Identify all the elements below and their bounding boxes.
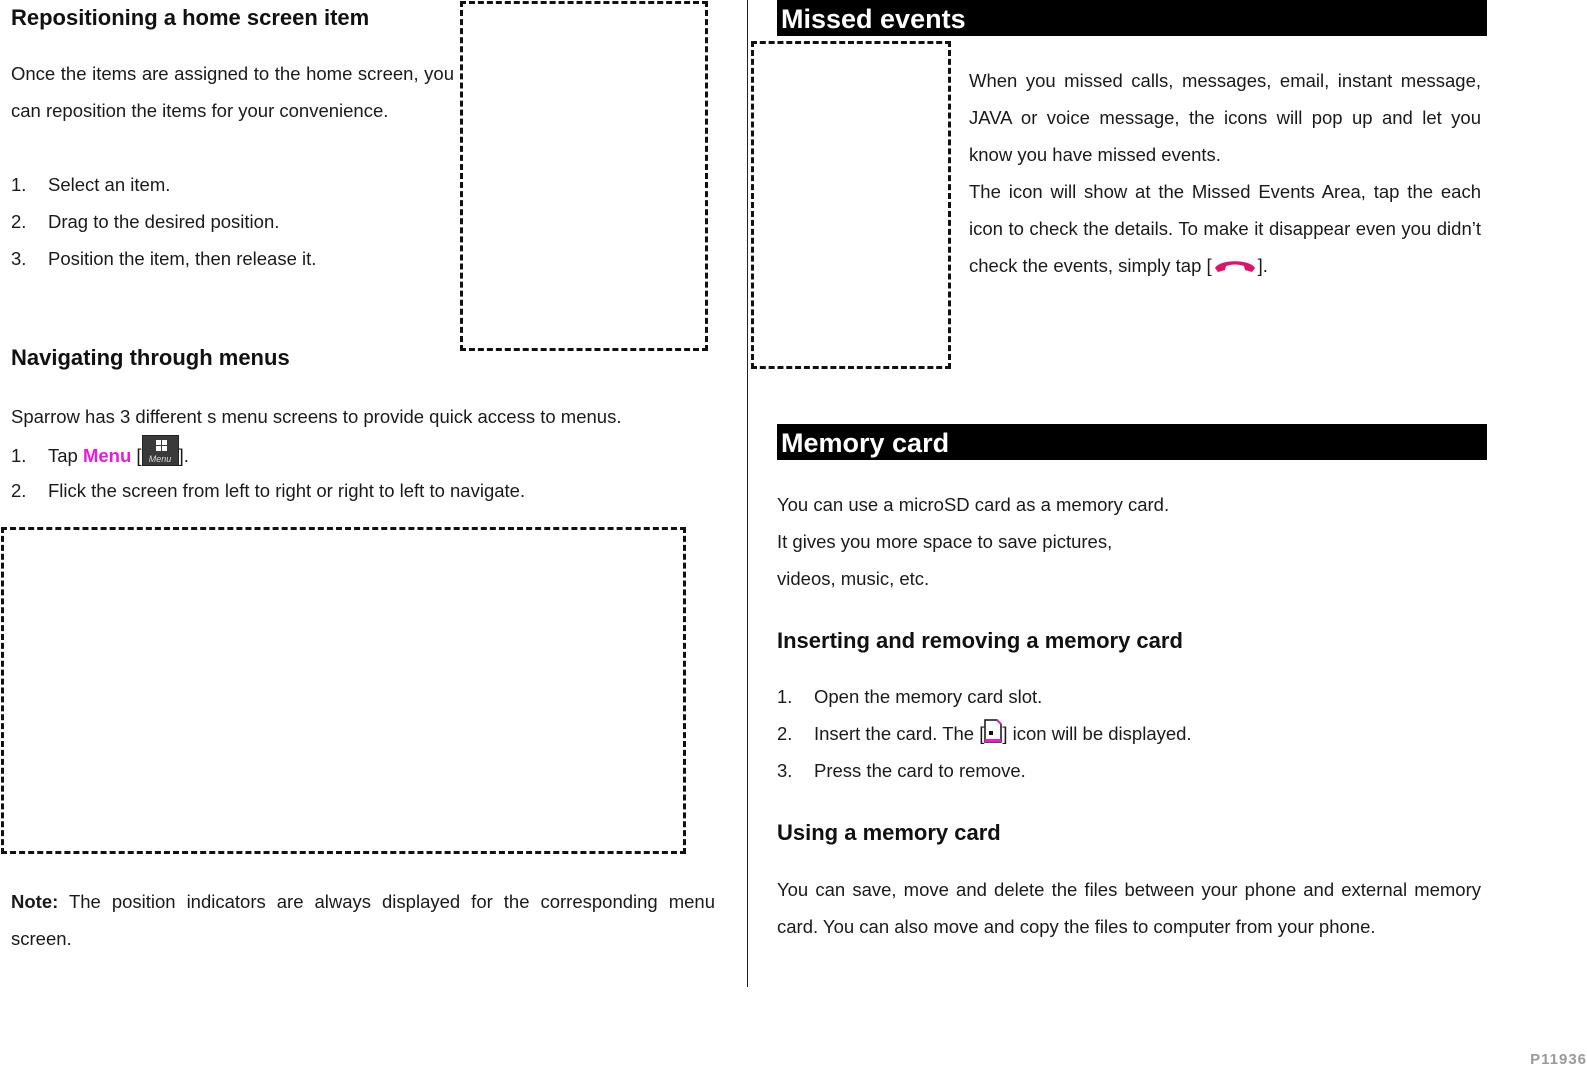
navigate-step-2: 2. Flick the screen from left to right or right to left to navigate. xyxy=(11,480,526,501)
using-heading: Using a memory card xyxy=(777,820,1001,845)
missed-events-para-1: When you missed calls, messages, email, instant message, JAVA or voice message, the icons will pop up and let you know you have missed events. xyxy=(969,70,1481,165)
hang-up-phone-icon xyxy=(1212,256,1258,274)
missed-events-title: Missed events xyxy=(777,0,1487,36)
list-item: 1. Select an item. xyxy=(11,174,171,195)
list-item: 2. Drag to the desired position. xyxy=(11,211,280,232)
navigate-step-1: 1. Tap Menu [ Menu ]. xyxy=(11,435,731,474)
image-placeholder-home-screen xyxy=(460,1,708,351)
menu-grid-icon: Menu xyxy=(142,435,179,466)
image-placeholder-missed-events xyxy=(751,41,951,369)
using-body: You can save, move and delete the files between your phone and external memory card. You can also move and copy the files to computer from your phone. xyxy=(777,879,1481,937)
list-item: 3. Position the item, then release it. xyxy=(11,248,317,269)
list-item: 2. Insert the card. The [ ] icon will be displayed. xyxy=(777,715,1477,752)
inserting-heading: Inserting and removing a memory card xyxy=(777,628,1183,653)
inserting-steps xyxy=(777,678,1477,789)
reposition-heading: Repositioning a home screen item xyxy=(11,5,370,30)
image-placeholder-menu-screens xyxy=(1,527,686,854)
missed-events-para-2: The icon will show at the Missed Events Area, tap the each icon to check the details. To make it disappear even you didn’t check the events, simply tap [ ]. xyxy=(969,181,1481,276)
memory-intro: You can use a microSD card as a memory card. It gives you more space to save pictures, videos, music, etc. xyxy=(777,494,1170,589)
note-paragraph: Note: The position indicators are always displayed for the corresponding menu screen. xyxy=(11,891,715,949)
note-label: Note: xyxy=(11,891,59,912)
list-item: 1. Open the memory card slot. xyxy=(777,686,1043,707)
menu-link: Menu xyxy=(82,445,132,466)
column-divider xyxy=(747,0,748,987)
page-code: P11936 xyxy=(1530,1051,1587,1068)
reposition-steps xyxy=(11,166,451,277)
reposition-body: Once the items are assigned to the home screen, you can reposition the items for your convenience. xyxy=(11,63,454,121)
sd-card-icon xyxy=(984,719,1002,743)
navigate-body: Sparrow has 3 different s menu screens to provide quick access to menus. xyxy=(11,406,622,427)
memory-card-title: Memory card xyxy=(777,424,1487,460)
list-item: 3. Press the card to remove. xyxy=(777,760,1026,781)
navigate-heading: Navigating through menus xyxy=(11,345,290,370)
